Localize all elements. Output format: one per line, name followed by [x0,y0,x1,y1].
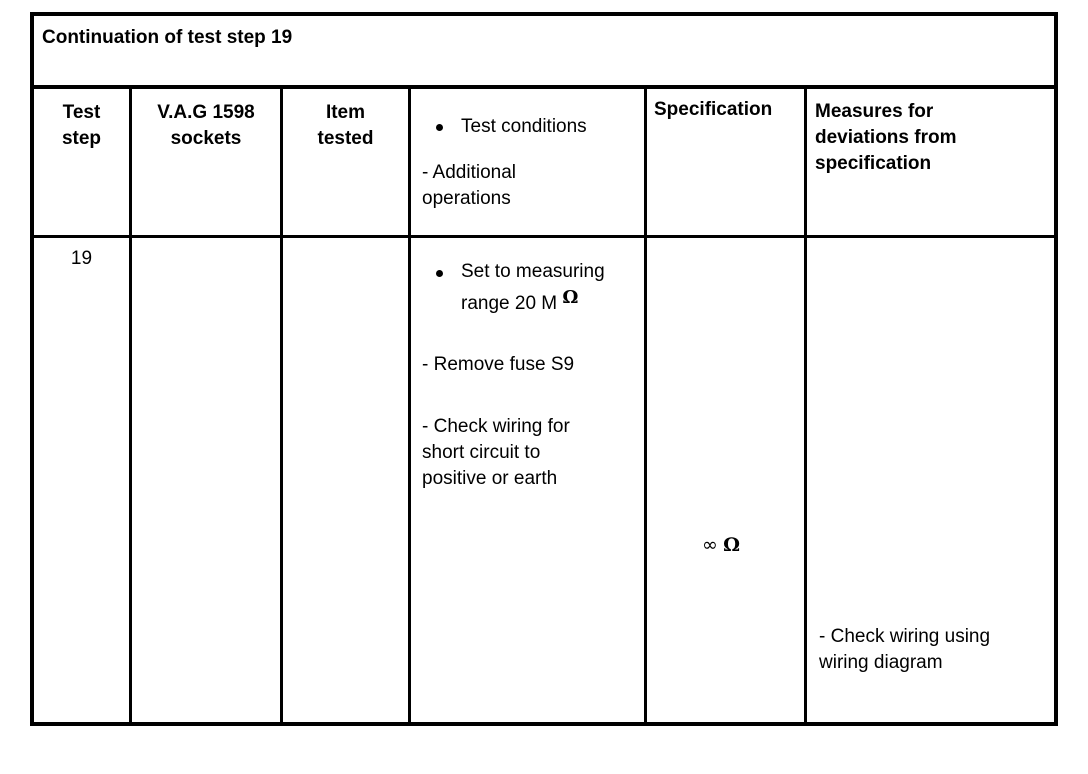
column-divider [129,89,132,722]
operation-line: short circuit to [422,442,541,463]
operation-line: positive or earth [422,468,558,489]
condition-range: range 20 M [461,293,558,314]
measure-line: - Check wiring using [819,626,991,647]
header-text: sockets [170,128,242,149]
header-text: operations [422,188,511,209]
bullet-icon [436,270,443,277]
header-test-step [34,100,129,152]
header-text: Item [325,102,366,123]
bullet-icon [436,124,443,131]
header-conditions [422,116,642,212]
column-divider [644,89,647,722]
header-text: V.A.G 1598 [157,102,255,123]
column-divider [408,89,411,722]
header-divider [34,235,1054,238]
header-text: - Additional [422,162,517,183]
header-item-tested [283,100,408,152]
header-measures [815,99,1050,177]
title-row [34,16,1054,89]
header-conditions-bullet [422,116,642,138]
condition-line: Set to measuring [461,261,605,282]
test-table [30,12,1058,726]
measure-line: wiring diagram [819,652,943,673]
header-text: deviations from [815,127,957,148]
header-text: Test [62,102,101,123]
row-measures [819,624,1049,676]
table-title: Continuation of test step 19 [42,27,293,48]
condition-text [461,256,605,320]
infinity-symbol: ∞ [702,534,718,556]
row-conditions [422,262,644,492]
header-text: tested [317,128,374,149]
row-step: 19 [70,248,93,269]
header-text: Test conditions [461,116,587,137]
header-text: Measures for [815,101,934,122]
header-text: specification [815,153,932,174]
operation-remove-fuse: - Remove fuse S9 [422,354,575,375]
column-divider [280,89,283,722]
header-sockets [132,100,280,152]
header-text: step [61,128,102,149]
omega-symbol: Ω [723,534,741,556]
operation-check-wiring [422,414,644,492]
header-specification: Specification [654,99,773,120]
condition-bullet [422,262,644,320]
column-divider [804,89,807,722]
condition-line [461,288,605,320]
operation-line: - Check wiring for [422,416,570,437]
omega-symbol: Ω [562,287,579,308]
header-conditions-dash [422,160,642,212]
row-specification [702,534,762,557]
